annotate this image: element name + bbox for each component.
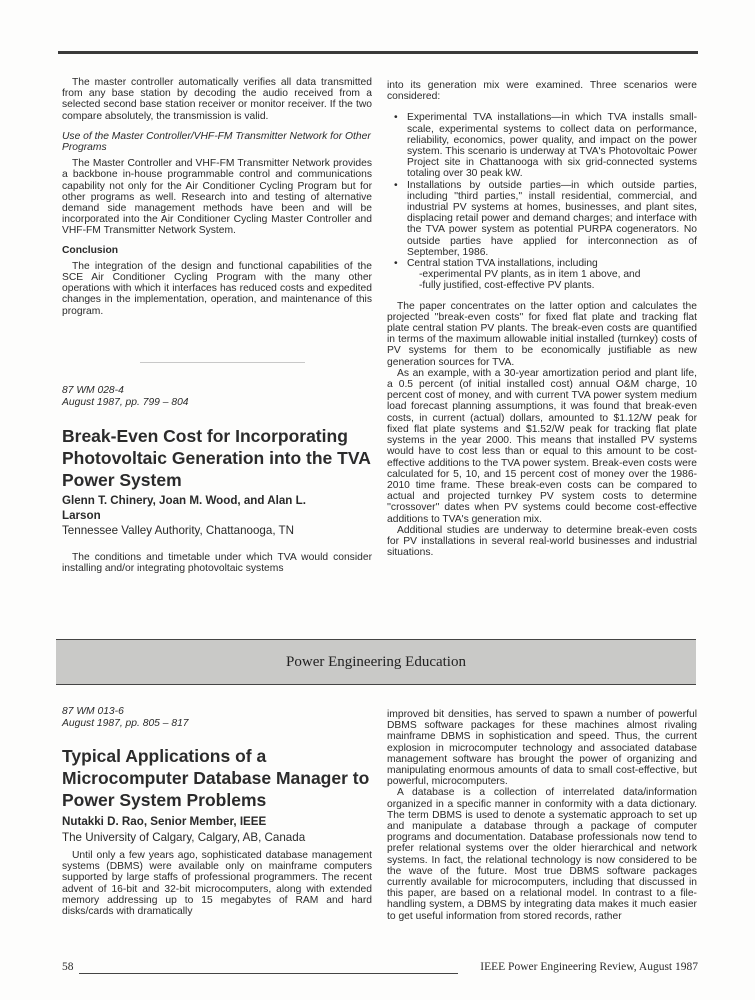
body-paragraph: Additional studies are underway to determine break-even costs for PV installations in several real-world businesses and industrial situations. (387, 524, 697, 559)
body-paragraph: The master controller automatically verifies all data transmitted from any base station by decoding the audio received from a selected second base station receiver or monitor receiver. If the two compare absolutely, the transmission is valid. (62, 77, 372, 122)
article-authors: Nutakki D. Rao, Senior Member, IEEE (62, 815, 267, 828)
subheading: Use of the Master Controller/VHF-FM Transmitter Network for Other Programs (62, 130, 371, 154)
page-footer (62, 961, 698, 975)
body-paragraph: The paper concentrates on the latter option and calculates the projected ''break-even costs'' for fixed flat plate and tracking flat plate central station PV plants. The break-even costs are quantified in terms of the maximum allowable initial installed (turnkey) costs of PV systems for them to be economically justifiable as new generation sources for TVA. (387, 300, 697, 368)
article-affiliation: The University of Calgary, Calgary, AB, Canada (62, 831, 306, 844)
article-affiliation: Tennessee Valley Authority, Chattanooga, TN (62, 524, 295, 537)
page-number: 58 (62, 961, 74, 973)
intro-paragraph: The conditions and timetable under which TVA would consider installing and/or integrating photovoltaic systems (62, 552, 372, 575)
list-item: • Central station TVA installations, including -experimental PV plants, as in item 1 above, and -fully justified, cost-effective PV plants. (407, 258, 697, 292)
conclusion-paragraph: The integration of the design and functional capabilities of the SCE Air Conditioner Cycling Program with the many other operations with which it interfaces has reduced costs and expedited changes in the implementation, operation, and maintenance of this program. (62, 260, 372, 317)
journal-name: IEEE Power Engineering Review, August 1987 (480, 961, 698, 973)
top-rule (58, 51, 698, 54)
intro-paragraph: Until only a few years ago, sophisticated database management systems (DBMS) were available only on mainframe computers supported by large staffs of professional programmers. The recent advent of 16-bit and 32-bit microcomputers, along with extended memory addressing up to 15 megabytes of RAM and hard disks/cards with dramatically (62, 850, 372, 918)
article-reference (62, 706, 189, 729)
footer-rule (79, 973, 458, 974)
right-column-top (387, 80, 697, 558)
body-paragraph: into its generation mix were examined. Three scenarios were considered: (387, 80, 697, 103)
ref-number: 87 WM 013-6 (62, 706, 124, 717)
article-reference (62, 385, 189, 408)
conclusion-heading: Conclusion (62, 244, 119, 256)
body-paragraph: The Master Controller and VHF-FM Transmitter Network provides a backbone in-house programmable control and communications capability not only for the Air Conditioner Cycling Program but for other programs as well. Research into and testing of alternative demand side management methods have been and will be incorporated into the Air Conditioner Cycling Master Controller and VHF-FM Transmitter Network System. (62, 158, 372, 237)
section-banner (56, 639, 696, 685)
right-column-bottom (387, 709, 697, 922)
left-column-bottom (62, 850, 372, 917)
scenario-list (387, 112, 697, 291)
sub-item: -fully justified, cost-effective PV plants. (419, 280, 595, 292)
article-intro (62, 552, 372, 574)
separator-rule (140, 362, 305, 363)
article-title: Break-Even Cost for Incorporating Photovoltaic Generation into the TVA Power System (62, 426, 371, 490)
sub-item: -experimental PV plants, as in item 1 above, and (419, 269, 641, 281)
list-item: • Experimental TVA installations—in which TVA installs small-scale, experimental systems to collect data on performance, reliability, economics, power quality, and impact on the power system. This scenario is underway at TVA's Photovoltaic Power Project site in Chattanooga with six grid-connected systems totaling over 30 peak kW. (407, 112, 697, 179)
body-paragraph: improved bit densities, has served to spawn a number of powerful DBMS software packages for these machines almost rivaling mainframe DBMS in sophistication and speed. Thus, the current explosion in microcomputer technology and associated database management software has brought the power of organizing and manipulating enormous amounts of data to small cost-effective, but powerful, microcomputers. (387, 709, 697, 788)
left-column-top (62, 77, 372, 317)
section-banner-title: Power Engineering Education (286, 653, 466, 670)
body-paragraph: A database is a collection of interrelated data/information organized in a specific manner in conformity with a data dictionary. The term DBMS is used to denote a systematic approach to set up and manipulate a database through a package of computer programs and documentation. Database professionals now tend to prefer relational systems over the older hierarchical and network systems. In fact, the relational technology is now considered to be the wave of the future. Most true DBMS software packages currently available for microcomputers, including that discussed in this paper, are based on a relational model. In contrast to a file-handling system, a DBMS by integrating data makes it much easier to get useful information from stored records, rather (387, 787, 697, 922)
ref-number: 87 WM 028-4 (62, 385, 124, 396)
list-item: • Installations by outside parties—in which outside parties, including ''third parties,'' install residential, commercial, and industrial PV systems at homes, businesses, and plant sites, displacing retail power and demand charges; and interface with the TVA power system as potential PURPA cogenerators. No outside parties have applied for interconnection as of September, 1986. (407, 180, 697, 258)
article-title: Typical Applications of a Microcomputer Database Manager to Power System Problems (62, 746, 370, 810)
ref-date: August 1987, pp. 805 – 817 (62, 717, 189, 729)
ref-date: August 1987, pp. 799 – 804 (62, 396, 189, 408)
body-paragraph: As an example, with a 30-year amortization period and plant life, a 0.5 percent (of initial installed cost) annual O&M charge, 10 percent cost of money, and with current TVA power system medium load forecast planning assumptions, it was found that break-even costs, in current (actual) dollars, amounted to $1.12/W peak for fixed flat plate systems and $1.52/W peak for tracking flat plate systems in the year 2000. This means that installed PV systems would have to cost less than or equal to this amount to be cost-effective additions to the TVA power system. Break-even costs were calculated for 5, 10, and 15 percent cost of money over the 1986-2010 time frame. These break-even costs can be compared to actual and projected turnkey PV system costs to determine ''crossover'' dates when PV systems could become cost-effective additions to TVA's generation mix. (387, 367, 697, 525)
article-authors: Glenn T. Chinery, Joan M. Wood, and Alan L. Larson (62, 494, 306, 522)
